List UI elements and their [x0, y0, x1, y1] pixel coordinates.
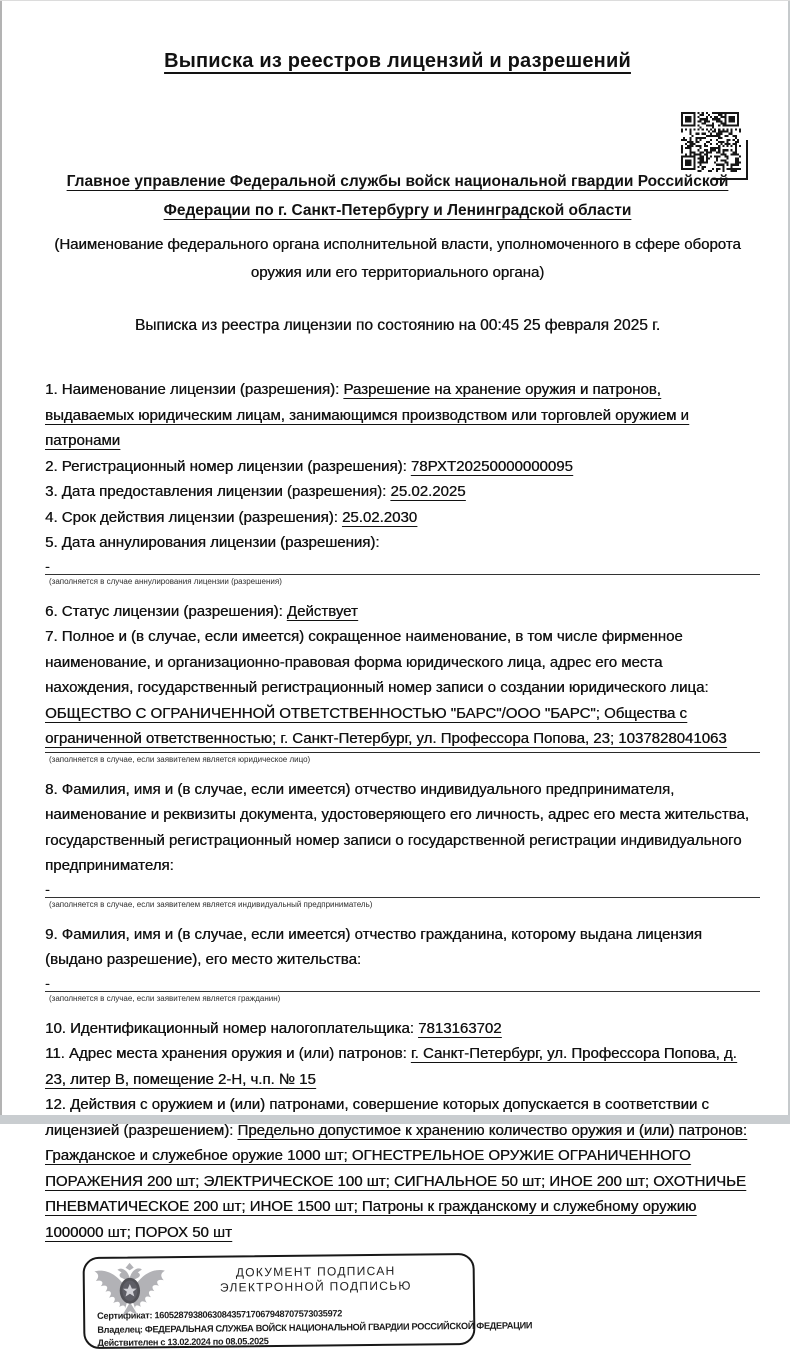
item-label: 3. Дата предоставления лицензии (разрешения):	[45, 483, 387, 500]
license-item-7	[45, 624, 750, 753]
dash-placeholder: -	[45, 880, 50, 897]
empty-value-line	[45, 881, 760, 898]
dash-placeholder: -	[45, 557, 50, 574]
item-value: Разрешение на хранение оружия и патронов, выдаваемых юридическим лицам, занимающимся производством или торговлей оружием и патронами	[45, 381, 689, 449]
stamp-title-line1: ДОКУМЕНТ ПОДПИСАН	[235, 1263, 396, 1280]
field-caption: (заполняется в случае, если заявителем является гражданин)	[49, 993, 281, 1003]
license-item-8	[45, 777, 750, 879]
page-title: Выписка из реестров лицензий и разрешений	[164, 50, 631, 72]
item-value: 78РХТ20250000000095	[410, 457, 573, 475]
license-item-10	[45, 1016, 750, 1042]
license-item-12	[45, 1092, 750, 1245]
dash-placeholder: -	[45, 974, 50, 991]
license-item-9	[45, 922, 750, 973]
certificate-line: Сертификат: 160528793806308435717067948707573035972	[97, 1308, 343, 1321]
empty-value-line	[45, 558, 760, 575]
field-caption: (заполняется в случае аннулирования лицензии (разрешения)	[49, 576, 282, 586]
license-item-3	[45, 479, 750, 505]
field-caption: (заполняется в случае, если заявителем является юридическое лицо)	[49, 754, 311, 764]
item-label: 7. Полное и (в случае, если имеется) сокращенное наименование, в том числе фирменное наименование, и организационно-правовая форма юридического лица, адрес его места нахождения, государственный регистрационный номер записи о создании юридического лица:	[45, 628, 709, 696]
item-label: 2. Регистрационный номер лицензии (разрешения):	[45, 457, 407, 475]
item-label: 5. Дата аннулирования лицензии (разрешения):	[45, 534, 380, 551]
issuing-authority-caption: (Наименование федерального органа исполнительной власти, уполномоченного в сфере оборота оружия или его территориального органа)	[54, 236, 741, 281]
item-label: 10. Идентификационный номер налогоплательщика:	[45, 1019, 414, 1037]
owner-line: Владелец: ФЕДЕРАЛЬНАЯ СЛУЖБА ВОЙСК НАЦИОНАЛЬНОЙ ГВАРДИИ РОССИЙСКОЙ ФЕДЕРАЦИИ	[97, 1319, 533, 1335]
stamp-title-line2: ЭЛЕКТРОННОЙ ПОДПИСЬЮ	[219, 1278, 412, 1295]
item-value: г. Санкт-Петербург, ул. Профессора Попова, д. 23, литер В, помещение 2-Н, ч.п. № 15	[45, 1045, 737, 1088]
item-label: 12. Действия с оружием и (или) патронами, совершение которых допускается в соответствии с лицензией (разрешением):	[45, 1096, 709, 1139]
item-value: 7813163702	[418, 1019, 502, 1037]
license-item-4	[45, 505, 750, 531]
item-value: 25.02.2025	[390, 483, 466, 500]
license-item-2	[45, 454, 750, 480]
electronic-signature-stamp	[83, 1253, 533, 1349]
item-label: 11. Адрес места хранения оружия и (или) патронов:	[45, 1045, 407, 1062]
extract-date-line: Выписка из реестра лицензии по состоянию на 00:45 25 февраля 2025 г.	[134, 317, 661, 334]
license-item-11	[45, 1041, 750, 1092]
item-label: 4. Срок действия лицензии (разрешения):	[45, 508, 338, 526]
issuing-authority-name: Главное управление Федеральной службы войск национальной гвардии Российской Федерации по г. Санкт-Петербургу и Ленинградской области	[66, 173, 729, 219]
item-value: Действует	[286, 602, 358, 620]
item-label: 6. Статус лицензии (разрешения):	[45, 602, 283, 620]
item-value: Предельно допустимое к хранению количество оружия и (или) патронов: Гражданское и служебное оружие 1000 шт; ОГНЕСТРЕЛЬНОЕ ОРУЖИЕ ОГРАНИЧЕННОГО ПОРАЖЕНИЯ 200 шт; ЭЛЕКТРИЧЕСКОЕ 100 шт; СИГНАЛЬНОЕ 50 шт; ИНОЕ 200 шт; ОХОТНИЧЬЕ ПНЕВМАТИЧЕСКОЕ 200 шт; ИНОЕ 1500 шт; Патроны к гражданскому и служебному оружию 1000000 шт; ПОРОХ 50 шт	[45, 1121, 747, 1241]
license-item-1	[45, 377, 750, 454]
empty-value-line	[45, 975, 760, 992]
item-label: 1. Наименование лицензии (разрешения):	[45, 381, 340, 398]
item-label: 9. Фамилия, имя и (в случае, если имеется) отчество гражданина, которому выдана лицензия (выдано разрешение), его место жительства:	[45, 925, 702, 968]
license-item-5	[45, 530, 750, 556]
item-value: 25.02.2030	[341, 508, 418, 526]
field-caption: (заполняется в случае, если заявителем является индивидуальный предприниматель)	[49, 899, 373, 909]
item-value: ОБЩЕСТВО С ОГРАНИЧЕННОЙ ОТВЕТСТВЕННОСТЬЮ "БАРС"/ООО "БАРС"; Общества с ограниченной ответственностью; г. Санкт-Петербург, ул. Профессора Попова, 23; 1037828041063	[45, 701, 760, 753]
stamp-title	[167, 1263, 465, 1296]
rosgvardia-eagle-emblem-icon	[89, 1261, 172, 1324]
validity-line: Действителен с 13.02.2024 по 08.05.2025	[97, 1336, 269, 1348]
license-item-6	[45, 599, 750, 625]
item-label: 8. Фамилия, имя и (в случае, если имеется) отчество индивидуального предпринимателя, наименование и реквизиты документа, удостоверяющего его личность, адрес его места жительства, государственный регистрационный номер записи о государственной регистрации индивидуального предпринимателя:	[45, 780, 749, 874]
license-fields-list	[45, 377, 750, 1245]
